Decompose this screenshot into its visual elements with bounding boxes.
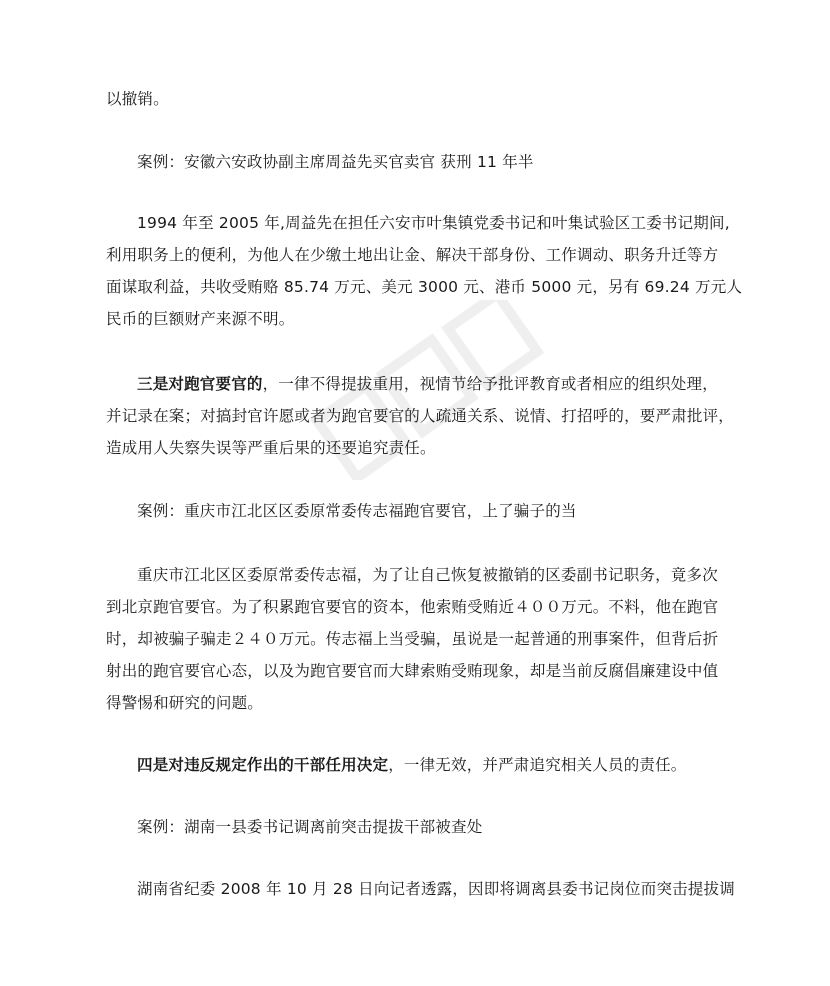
paragraph-3-line-1: [137, 374, 757, 394]
text-line: 民币的巨额财产来源不明。: [106, 310, 295, 328]
text-line: 1994 年至 2005 年,周益先在担任六安市叶集镇党委书记和叶集试验区工委书记期间,: [137, 214, 730, 232]
text-line: 造成用人失察失误等严重后果的还要追究责任。: [106, 439, 436, 457]
text-line: 时，却被骗子骗走２４０万元。传志福上当受骗，虽说是一起普通的刑事案件，但背后折: [106, 630, 719, 648]
text-line: 到北京跑官要官。为了积累跑官要官的资本，他索贿受贿近４００万元。不料，他在跑官: [106, 598, 719, 616]
paragraph-3-heading: 三是对跑官要官的: [137, 375, 263, 393]
text-line: 利用职务上的便利，为他人在少缴土地出让金、解决干部身份、工作调动、职务升迁等方: [106, 246, 719, 264]
text-line: 并记录在案；对搞封官许愿或者为跑官要官的人疏通关系、说情、打招呼的，要严肃批评，: [106, 407, 735, 425]
case3-title: 案例：湖南一县委书记调离前突击提拔干部被查处: [137, 818, 483, 836]
paragraph-4-text: ，一律无效，并严肃追究相关人员的责任。: [388, 756, 687, 774]
text-line: 以撤销。: [106, 90, 169, 108]
text-line: 射出的跑官要官心态，以及为跑官要官而大肆索贿受贿现象，却是当前反腐倡廉建设中值: [106, 662, 719, 680]
case1-title: 案例：安徽六安政协副主席周益先买官卖官 获刑 11 年半: [137, 153, 534, 171]
text-line: 面谋取利益，共收受贿赂 85.74 万元、美元 3000 元、港币 5000 元，另有 69.24 万元人: [106, 278, 743, 296]
case2-title: 案例：重庆市江北区区委原常委传志福跑官要官，上了骗子的当: [137, 502, 577, 520]
text-line: 得警惕和研究的问题。: [106, 694, 264, 712]
paragraph-3-text: ，一律不得提拔重用，视情节给予批评教育或者相应的组织处理，: [262, 375, 718, 393]
paragraph-4-heading: 四是对违反规定作出的干部任用决定: [137, 756, 389, 774]
text-line: 重庆市江北区区委原常委传志福，为了让自己恢复被撤销的区委副书记职务，竟多次: [137, 566, 718, 584]
text-line: 湖南省纪委 2008 年 10 月 28 日向记者透露，因即将调离县委书记岗位而突击提拔调: [137, 880, 735, 898]
paragraph-4-line-1: [137, 755, 757, 775]
